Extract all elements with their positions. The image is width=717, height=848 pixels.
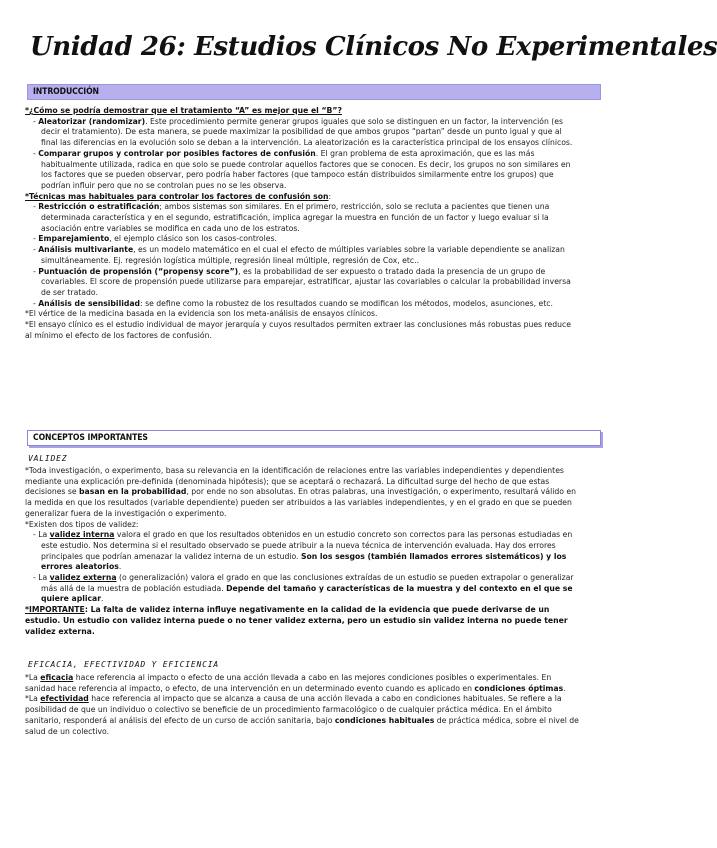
tecnica-sensibilidad: - Análisis de sensibilidad: se define como la robustez de los resultados cuando se modifican los métodos, modelos, asunciones, etc.: [33, 298, 553, 308]
validez-paragraph: *Toda investigación, o experimento, basa su relevancia en la identificación de relaciones entre las variables independientes y dependientes mediante una explicación pre-definida (denominada hipótesis); que se aceptará o rechazará. La dificultad surge del hecho de que estas decisiones se basan en la probabilidad, por ende no son absolutas. En otras palabras, una investigación, o experimento, resultará válido en la medida en que los resultados (variable dependiente) pueden ser atribuidos a las variables independientes, y en el grado en que se pueden generalizar fuera de la investigación o experimento.: [25, 466, 576, 518]
efectividad-paragraph: *La efectividad hace referencia al impacto que se alcanza a causa de una acción llevada a cabo en condiciones habituales. Se refiere a la posibilidad de que un individuo o colectivo se beneficie de un procedimiento farmacológico o de cualquier práctica médica. En el ámbito sanitario, responderá al análisis del efecto de un curso de acción sanitaria, bajo condiciones habituales de práctica médica, sobre el nivel de salud de un colectivo.: [25, 694, 579, 736]
validez-importante: *IMPORTANTE: La falta de validez interna influye negativamente en la calidad de la evidencia que puede derivarse de un estudio. Un estudio con validez interna puede o no tener validez externa, pero un estudio sin validez interna no puede tener validez externa.: [25, 605, 568, 636]
validez-externa: - La validez externa (o generalización) valora el grado en que las conclusiones extraídas de un estudio se pueden extrapolar o generalizar más allá de la muestra de población estudiada. Depende del tamaño y características de la muestra y del contexto en el que se quiere aplicar.: [33, 573, 574, 604]
intro-note-ensayo: *El ensayo clínico es el estudio individual de mayor jerarquía y cuyos resultados permiten extraer las conclusiones más robustas pues reduce al mínimo el efecto de los factores de confusión.: [25, 320, 571, 340]
subheading-validez: VALIDEZ: [28, 454, 68, 463]
page-title: Unidad 26: Estudios Clínicos No Experimentales: [30, 32, 717, 62]
section-header-conceptos: CONCEPTOS IMPORTANTES: [27, 430, 601, 446]
intro-note-meta: *El vértice de la medicina basada en la evidencia son los meta-análisis de ensayos clínicos.: [25, 309, 378, 319]
section-header-introduccion: INTRODUCCIÓN: [27, 84, 601, 100]
eficacia-content: [25, 673, 580, 737]
tecnicas-heading: *Técnicas mas habituales para controlar los factores de confusión son:: [25, 191, 332, 201]
intro-question: *¿Cómo se podría demostrar que el tratamiento “A” es mejor que el “B”?: [25, 106, 342, 115]
tecnica-restriccion: - Restricción o estratificación; ambos sistemas son similares. En el primero, restricción, solo se recluta a pacientes que tienen una determinada característica y en el segundo, estratificación, implica agregar la muestra en función de un factor y luego evaluar si la asociación entre variables se modifica en cada uno de los estratos.: [33, 202, 550, 233]
validez-interna: - La validez interna valora el grado en que los resultados obtenidos en un estudio concreto son correctos para las personas estudiadas en este estudio. Nos determina si el resultado observado se puede atribuir a la nueva técnica de intervención evaluada. Hay dos errores principales que podrían amenazar la validez interna de un estudio. Son los sesgos (también llamados errores sistemáticos) y los errores aleatorios.: [33, 530, 573, 572]
tecnica-multivariante: - Análisis multivariante, es un modelo matemático en el cual el efecto de múltiples variables sobre la variable dependiente se analizan simultáneamente. Ej. regresión logística múltiple, regresión lineal múltiple, regresión de Cox, etc..: [33, 245, 565, 265]
intro-bullet-aleatorizar: - Aleatorizar (randomizar). Este procedimiento permite generar grupos iguales que solo se distinguen en un factor, la intervención (es decir el tratamiento). De esta manera, se puede maximizar la posibilidad de que ambos grupos “partan” desde un punto igual y que al final las diferencias en la evolución solo se deban a la intervención. La aleatorización es la característica principal de los ensayos clínicos.: [33, 116, 573, 148]
tecnica-propension: - Puntuación de propensión (“propensy score”), es la probabilidad de ser expuesto o tratado dada la presencia de un grupo de covariables. El score de propensión puede utilizarse para emparejar, estratificar, ajustar las covariables o calcular la probabilidad inversa de ser tratado.: [33, 266, 571, 297]
tecnica-emparejamiento: - Emparejamiento, el ejemplo clásico son los casos-controles.: [33, 234, 277, 244]
subheading-eficacia: EFICACIA, EFECTIVIDAD Y EFICIENCIA: [28, 660, 219, 669]
intro-content: [25, 106, 580, 341]
eficacia-paragraph: *La eficacia hace referencia al impacto o efecto de una acción llevada a cabo en las mejores condiciones posibles o experimentales. En sanidad hace referencia al impacto, o efecto, de una intervención en un determinado evento cuando es aplicado en condiciones óptimas.: [25, 673, 566, 693]
validez-tipos: *Existen dos tipos de validez:: [25, 519, 139, 529]
intro-bullet-comparar: - Comparar grupos y controlar por posibles factores de confusión. El gran problema de esta aproximación, que es las más habitualmente utilizada, radica en que solo se puede controlar aquellos factores que se conocen. Es decir, los grupos no son similares en los factores que se pueden observar, pero podría haber factores (que tampoco están distribuidos similarmente entre los grupos) que podrían influir pero que no se controlan pues no se les observa.: [33, 148, 571, 190]
validez-content: [25, 466, 580, 637]
